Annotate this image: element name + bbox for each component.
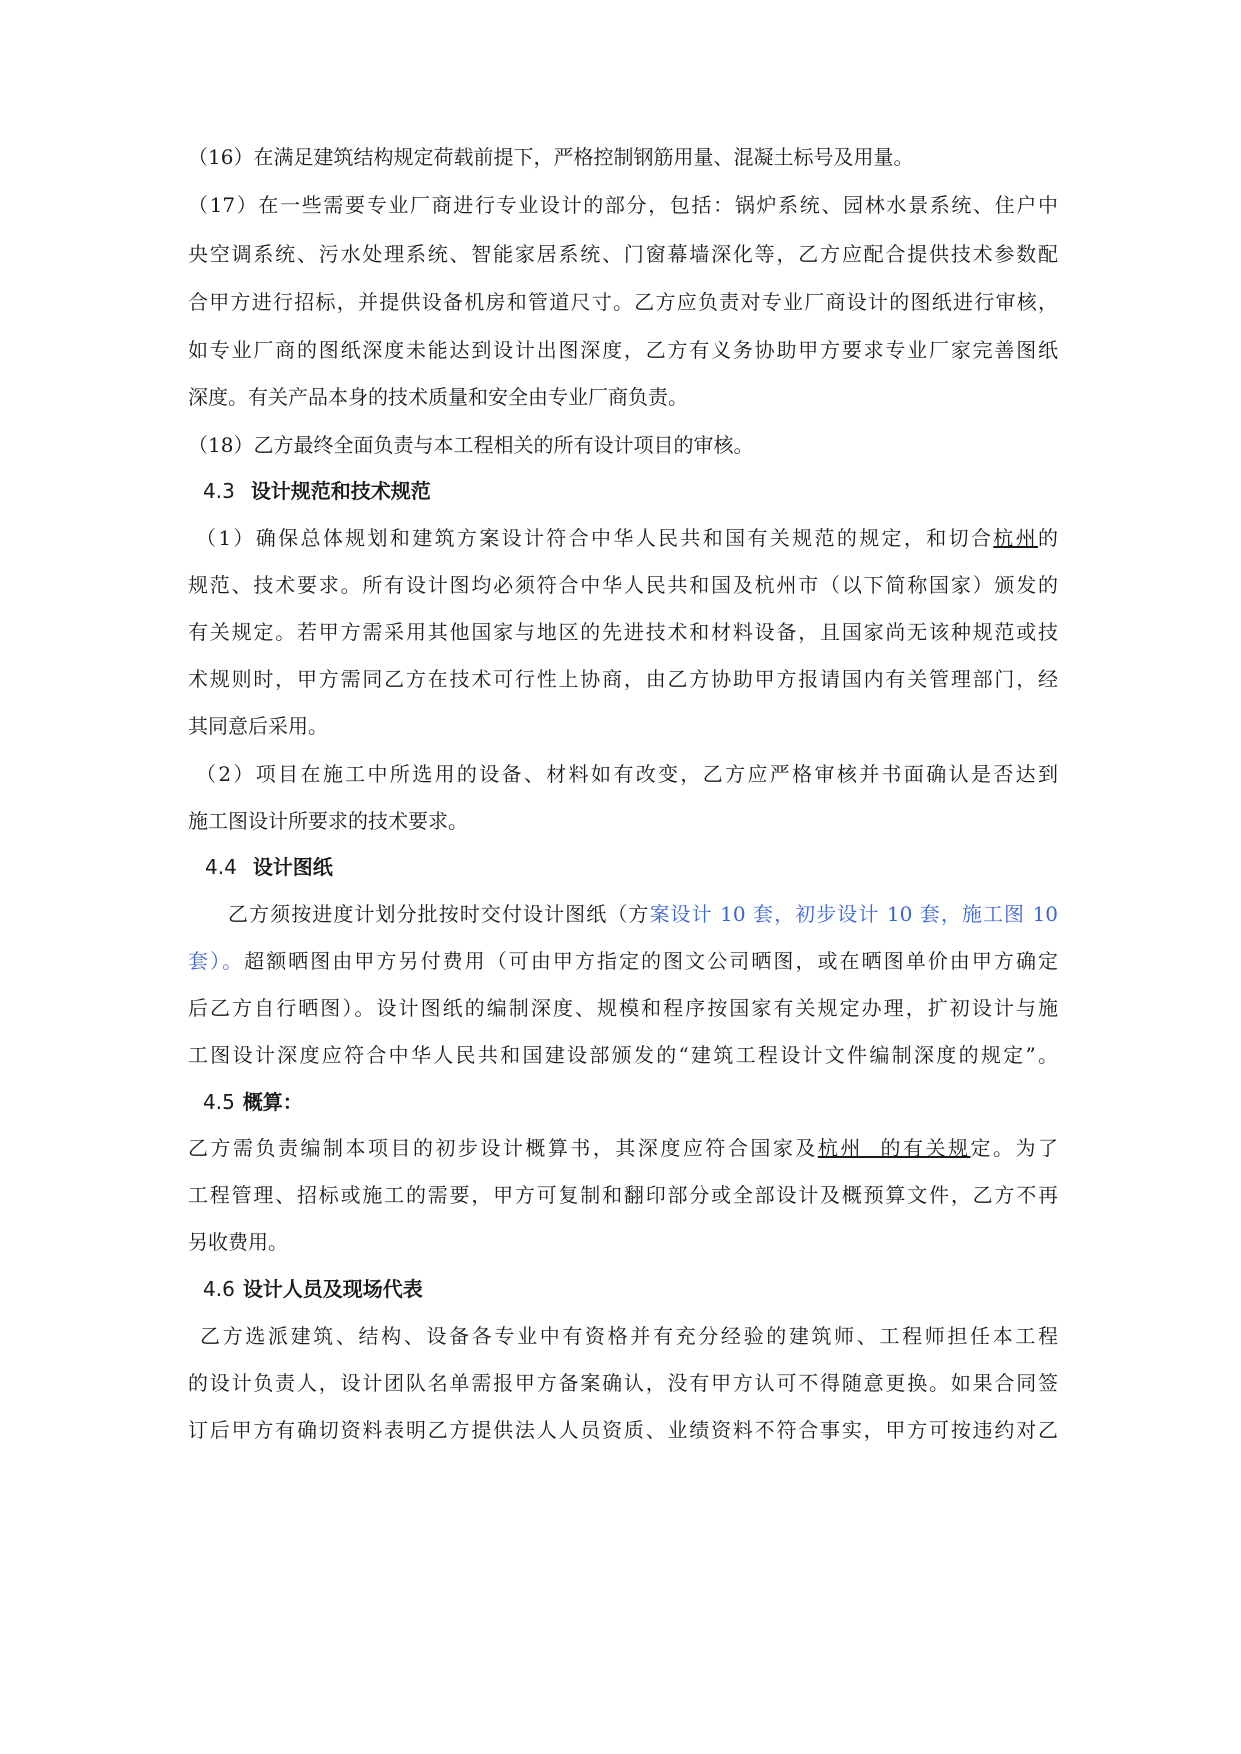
section-title: 设计规范和技术规范 xyxy=(250,479,431,503)
item-18: （18）乙方最终全面负责与本工程相关的所有设计项目的审核。 xyxy=(188,433,754,457)
section-number: 4.3 xyxy=(203,479,235,503)
s46-line-3: 订后甲方有确切资料表明乙方提供法人人员资质、业绩资料不符合事实，甲方可按违约对乙 xyxy=(188,1418,1058,1442)
text-run: 乙方需负责编制本项目的初步设计概算书，其深度应符合国家及 xyxy=(188,1136,818,1160)
section-number: 4.6 xyxy=(203,1277,235,1301)
s46-line-2: 的设计负责人，设计团队名单需报甲方备案确认，没有甲方认可不得随意更换。如果合同签 xyxy=(188,1371,1058,1395)
section-title: 概算： xyxy=(242,1090,303,1114)
s44-line-3: 后乙方自行晒图）。设计图纸的编制深度、规模和程序按国家有关规定办理，扩初设计与施 xyxy=(188,996,1058,1020)
text-run: 乙方须按进度计划分批按时交付设计图纸（方 xyxy=(228,902,650,926)
section-number: 4.5 xyxy=(203,1090,235,1114)
s43-p1-line-1 xyxy=(196,525,1058,551)
s44-line-1 xyxy=(228,901,1058,927)
underlined-city: 杭州 xyxy=(993,526,1038,550)
item-17-line-5: 深度。有关产品本身的技术质量和安全由专业厂商负责。 xyxy=(188,385,688,409)
s45-line-3: 另收费用。 xyxy=(188,1230,288,1254)
text-run: 定。为了 xyxy=(970,1136,1058,1160)
s44-line-2 xyxy=(188,948,1058,974)
section-4-3-heading xyxy=(203,478,1073,504)
s44-line-4: 工图设计深度应符合中华人民共和国建设部颁发的“建筑工程设计文件编制深度的规定”。 xyxy=(188,1043,1058,1067)
s43-p1-line-2: 规范、技术要求。所有设计图均必须符合中华人民共和国及杭州市（以下简称国家）颁发的 xyxy=(188,573,1058,597)
section-4-5-heading xyxy=(203,1089,1073,1115)
highlighted-quantities: 案设计 10 套，初步设计 10 套，施工图 10 xyxy=(649,902,1058,926)
section-4-4-heading xyxy=(205,854,1075,880)
item-17-line-4: 如专业厂商的图纸深度未能达到设计出图深度，乙方有义务协助甲方要求专业厂家完善图纸 xyxy=(188,338,1058,362)
s45-line-1 xyxy=(188,1135,1058,1161)
text-run: 超额晒图由甲方另付费用（可由甲方指定的图文公司晒图，或在晒图单价由甲方确定 xyxy=(244,949,1059,973)
item-17-line-1: （17）在一些需要专业厂商进行专业设计的部分，包括：锅炉系统、园林水景系统、住户中 xyxy=(188,193,1058,217)
text-run: （1）确保总体规划和建筑方案设计符合中华人民共和国有关规范的规定，和切合 xyxy=(196,526,994,550)
item-17-line-2: 央空调系统、污水处理系统、智能家居系统、门窗幕墙深化等，乙方应配合提供技术参数配 xyxy=(188,242,1058,266)
text-run: 的 xyxy=(1038,526,1058,550)
section-title: 设计图纸 xyxy=(252,855,333,879)
s43-p1-line-4: 术规则时，甲方需同乙方在技术可行性上协商，由乙方协助甲方报请国内有关管理部门，经 xyxy=(188,667,1058,691)
s43-p1-line-5: 其同意后采用。 xyxy=(188,714,328,738)
section-number: 4.4 xyxy=(205,855,237,879)
item-16: （16）在满足建筑结构规定荷载前提下，严格控制钢筋用量、混凝土标号及用量。 xyxy=(188,145,914,169)
s45-line-2: 工程管理、招标或施工的需要，甲方可复制和翻印部分或全部设计及概预算文件，乙方不再 xyxy=(188,1183,1058,1207)
section-4-6-heading xyxy=(203,1276,1073,1302)
s43-p2-line-1: （2）项目在施工中所选用的设备、材料如有改变，乙方应严格审核并书面确认是否达到 xyxy=(196,762,1058,786)
s46-line-1: 乙方选派建筑、结构、设备各专业中有资格并有充分经验的建筑师、工程师担任本工程 xyxy=(200,1324,1058,1348)
highlighted-quantities: 套）。 xyxy=(188,949,245,973)
item-17-line-3: 合甲方进行招标，并提供设备机房和管道尺寸。乙方应负责对专业厂商设计的图纸进行审核， xyxy=(188,290,1058,314)
s43-p1-line-3: 有关规定。若甲方需采用其他国家与地区的先进技术和材料设备，且国家尚无该种规范或技 xyxy=(188,620,1058,644)
underlined-city: 杭州 的有关规 xyxy=(817,1136,971,1160)
s43-p2-line-2: 施工图设计所要求的技术要求。 xyxy=(188,809,468,833)
section-title: 设计人员及现场代表 xyxy=(242,1277,423,1301)
